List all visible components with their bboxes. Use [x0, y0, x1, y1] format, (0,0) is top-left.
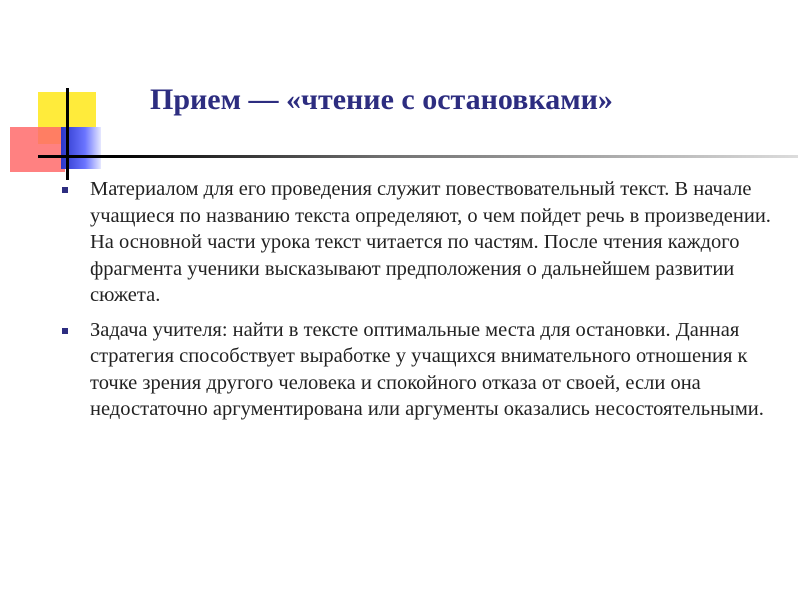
slide-title: Прием — «чтение с остановками» — [150, 83, 613, 116]
bullet-item — [56, 176, 786, 309]
square-bullet-icon — [62, 328, 68, 334]
bullet-item — [56, 317, 786, 423]
bullet-text: Задача учителя: найти в тексте оптимальные места для остановки. Данная стратегия способствует выработке у учащихся внимательного отношения к точке зрения другого человека и спокойного отказа от своей, если она недостаточно аргументирована или аргументы оказались несостоятельными. — [90, 318, 764, 420]
vertical-divider-line — [66, 88, 69, 180]
title-underline — [38, 155, 798, 158]
bullet-list — [56, 176, 786, 431]
decorative-squares-logo — [0, 0, 120, 180]
square-bullet-icon — [62, 187, 68, 193]
bullet-text: Материалом для его проведения служит повествовательный текст. В начале учащиеся по названию текста определяют, о чем пойдет речь в произведении. На основной части урока текст читается по частям. После чтения каждого фрагмента ученики высказывают предположения о дальнейшем развитии сюжета. — [90, 178, 771, 306]
red-square — [10, 127, 65, 172]
